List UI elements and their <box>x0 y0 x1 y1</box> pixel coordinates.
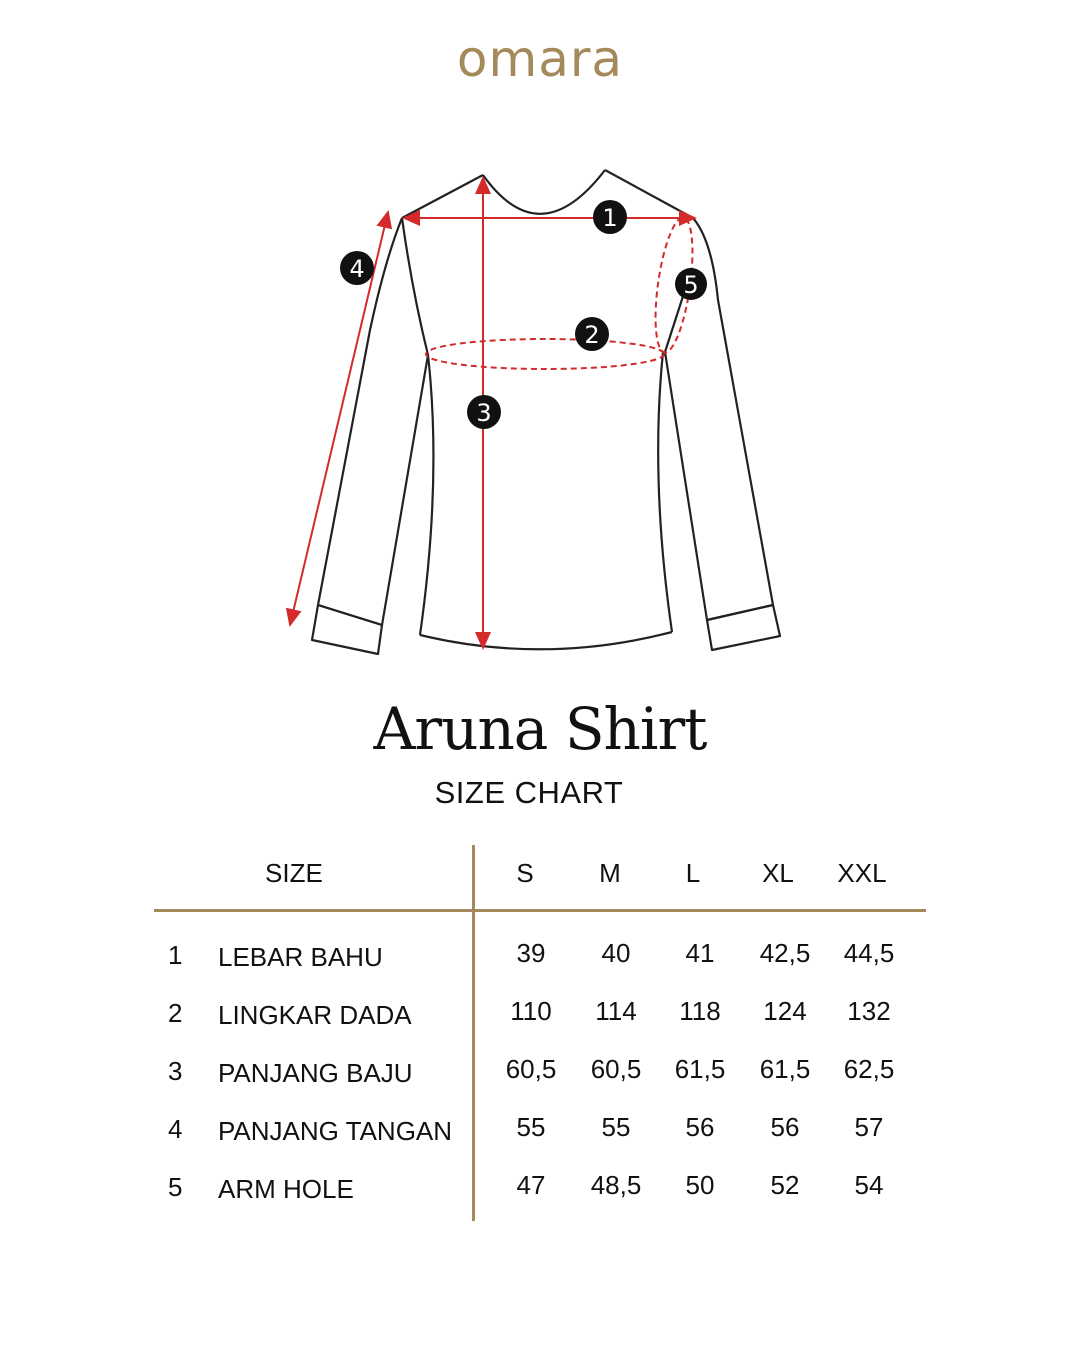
value-l: 56 <box>685 1112 715 1142</box>
value-s: 55 <box>516 1112 546 1142</box>
value-l: 41 <box>685 938 715 968</box>
shirt-measurement-diagram <box>0 150 1080 670</box>
svg-text:5: 5 <box>683 271 699 299</box>
row-label: LEBAR BAHU <box>218 942 383 972</box>
value-xxl: 62,5 <box>843 1054 895 1084</box>
column-header-l: L <box>685 858 701 888</box>
marker-1 <box>593 200 627 234</box>
table-header-divider <box>154 909 926 912</box>
value-m: 48,5 <box>590 1170 642 1200</box>
row-label: LINGKAR DADA <box>218 1000 412 1030</box>
row-number: 1 <box>168 940 183 970</box>
marker-3 <box>467 395 501 429</box>
row-number: 4 <box>168 1114 183 1144</box>
value-xl: 42,5 <box>759 938 811 968</box>
value-s: 60,5 <box>505 1054 557 1084</box>
column-header-xl: XL <box>762 858 794 888</box>
marker-2 <box>575 317 609 351</box>
value-xl: 124 <box>763 996 807 1026</box>
row-number: 3 <box>168 1056 183 1086</box>
svg-text:3: 3 <box>476 399 492 427</box>
value-l: 61,5 <box>674 1054 726 1084</box>
brand-logo: omara <box>456 30 624 88</box>
value-xxl: 132 <box>847 996 891 1026</box>
value-m: 114 <box>595 996 637 1026</box>
value-l: 50 <box>685 1170 715 1200</box>
value-m: 40 <box>601 938 631 968</box>
value-xl: 52 <box>770 1170 800 1200</box>
value-xxl: 54 <box>854 1170 884 1200</box>
value-m: 60,5 <box>590 1054 642 1084</box>
marker-4 <box>340 251 374 285</box>
svg-text:2: 2 <box>584 321 600 349</box>
size-header: SIZE <box>265 858 323 888</box>
value-l: 118 <box>679 996 721 1026</box>
value-s: 47 <box>516 1170 546 1200</box>
row-number: 2 <box>168 998 183 1028</box>
table-vertical-divider <box>472 845 475 1221</box>
value-m: 55 <box>601 1112 631 1142</box>
value-xl: 61,5 <box>759 1054 811 1084</box>
svg-text:4: 4 <box>349 255 365 283</box>
shirt-outline <box>312 170 780 654</box>
marker-5 <box>675 268 707 300</box>
value-xxl: 44,5 <box>843 938 895 968</box>
value-xl: 56 <box>770 1112 800 1142</box>
value-xxl: 57 <box>854 1112 884 1142</box>
size-chart-subtitle: SIZE CHART <box>434 775 624 810</box>
column-header-xxl: XXL <box>837 858 887 888</box>
column-header-s: S <box>516 858 534 888</box>
value-s: 39 <box>516 938 546 968</box>
product-title: Aruna Shirt <box>373 695 707 763</box>
row-label: ARM HOLE <box>218 1174 354 1204</box>
row-label: PANJANG BAJU <box>218 1058 413 1088</box>
column-header-m: M <box>599 858 621 888</box>
row-label: PANJANG TANGAN <box>218 1116 453 1146</box>
row-number: 5 <box>168 1172 183 1202</box>
value-s: 110 <box>510 996 552 1026</box>
svg-text:1: 1 <box>602 204 618 232</box>
